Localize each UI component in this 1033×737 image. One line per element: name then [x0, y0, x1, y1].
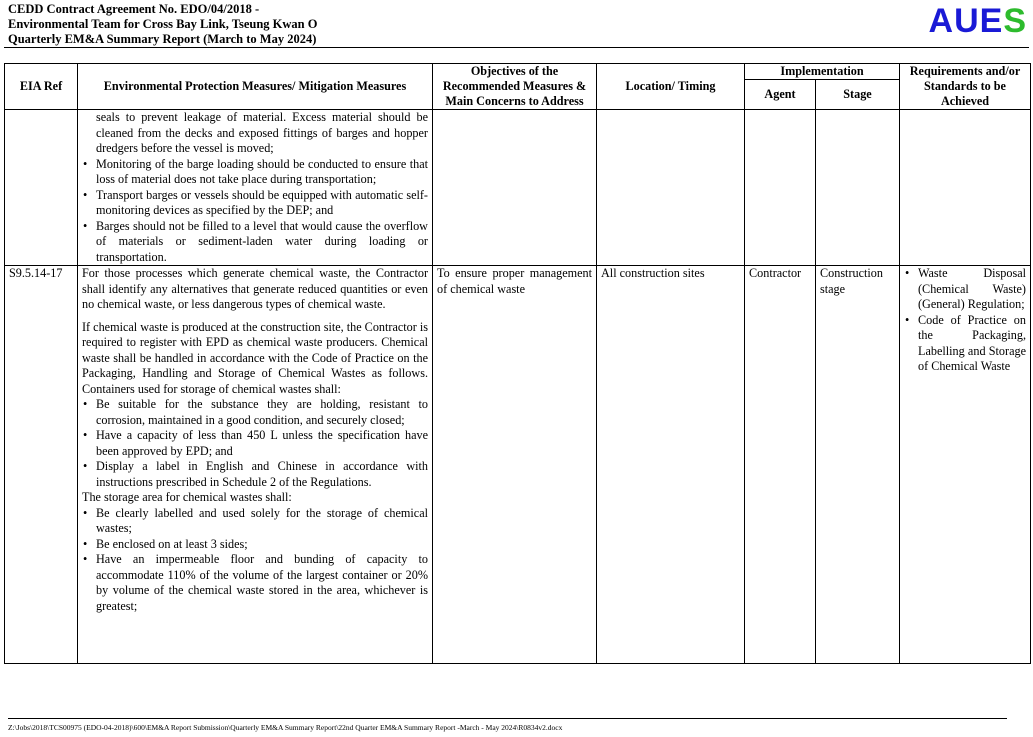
header-implementation: Implementation	[745, 64, 900, 80]
contract-title: CEDD Contract Agreement No. EDO/04/2018 -	[8, 2, 260, 16]
footer-file-path: Z:\Jobs\2018\TCS00975 (EDO-04-2018)\600\EM&A Report Submission\Quarterly EM&A Summary Report\22nd Quarter EM&A Summary Report -March - May 2024\R0834v2.docx	[8, 723, 563, 732]
header-measures: Environmental Protection Measures/ Mitigation Measures	[78, 64, 433, 110]
list-item: • Code of Practice on the Packaging, Labelling and Storage of Chemical Waste	[918, 313, 1026, 375]
report-title: Quarterly EM&A Summary Report (March to May 2024)	[8, 32, 317, 46]
objective-cell: To ensure proper management of chemical waste	[433, 266, 597, 664]
aues-logo: AUES	[928, 2, 1027, 40]
storage-bullets	[82, 506, 428, 615]
list-item: • Be enclosed on at least 3 sides;	[96, 537, 428, 553]
container-bullets	[82, 397, 428, 490]
eia-ref-cell: S9.5.14-17	[5, 266, 78, 664]
table-row	[5, 266, 1031, 664]
requirements-bullets	[904, 266, 1026, 375]
stage-cell: Construction stage	[816, 266, 900, 664]
list-item: • Waste Disposal (Chemical Waste) (General) Regulation;	[918, 266, 1026, 313]
list-item: • Transport barges or vessels should be equipped with automatic self-monitoring devices as specified by the DEP; and	[96, 188, 428, 219]
header-divider	[4, 47, 1029, 48]
list-item: • Be suitable for the substance they are holding, resistant to corrosion, maintained in a good condition, and securely closed;	[96, 397, 428, 428]
requirements-cell	[900, 266, 1031, 664]
location-cell: All construction sites	[597, 266, 745, 664]
barge-bullets	[82, 157, 428, 266]
header-requirements: Requirements and/or Standards to be Achieved	[900, 64, 1031, 110]
list-item: • Have an impermeable floor and bunding of capacity to accommodate 110% of the volume of the largest container or 20% by volume of the chemical waste stored in the area, whichever is greatest;	[96, 552, 428, 614]
list-item: • Be clearly labelled and used solely for the storage of chemical wastes;	[96, 506, 428, 537]
header-agent: Agent	[745, 80, 816, 110]
paragraph: The storage area for chemical wastes shall:	[82, 490, 292, 504]
agent-cell: Contractor	[745, 266, 816, 664]
header-objectives: Objectives of the Recommended Measures & Main Concerns to Address	[433, 64, 597, 110]
list-item: • Monitoring of the barge loading should be conducted to ensure that loss of material does not take place during transportation;	[96, 157, 428, 188]
measures-cell	[78, 266, 433, 664]
mitigation-measures-table	[4, 63, 1031, 664]
document-header	[8, 2, 317, 47]
header-location: Location/ Timing	[597, 64, 745, 110]
paragraph: If chemical waste is produced at the construction site, the Contractor is required to register with EPD as chemical waste producers. Chemical waste shall be handled in accordance with the Code of Practice on the Packaging, Handling and Storage of Chemical Wastes as follows. Containers used for storage of chemical wastes shall:	[82, 319, 428, 396]
continuation-text: seals to prevent leakage of material. Excess material should be cleaned from the decks and exposed fittings of barges and hopper dredgers before the vessel is moved;	[96, 110, 428, 155]
header-eia-ref: EIA Ref	[5, 64, 78, 110]
list-item: • Display a label in English and Chinese in accordance with instructions prescribed in Schedule 2 of the Regulations.	[96, 459, 428, 490]
team-title: Environmental Team for Cross Bay Link, Tseung Kwan O	[8, 17, 318, 31]
footer-divider	[8, 718, 1007, 719]
list-item: • Barges should not be filled to a level that would cause the overflow of materials or sediment-laden water during loading or transportation.	[96, 219, 428, 266]
table-row	[5, 110, 1031, 266]
header-stage: Stage	[816, 80, 900, 110]
measures-cell	[78, 110, 433, 266]
list-item: • Have a capacity of less than 450 L unless the specification have been approved by EPD; and	[96, 428, 428, 459]
paragraph: For those processes which generate chemical waste, the Contractor shall identify any alternatives that generate reduced quantities or even no chemical waste, or less dangerous types of chemical waste.	[82, 266, 428, 311]
